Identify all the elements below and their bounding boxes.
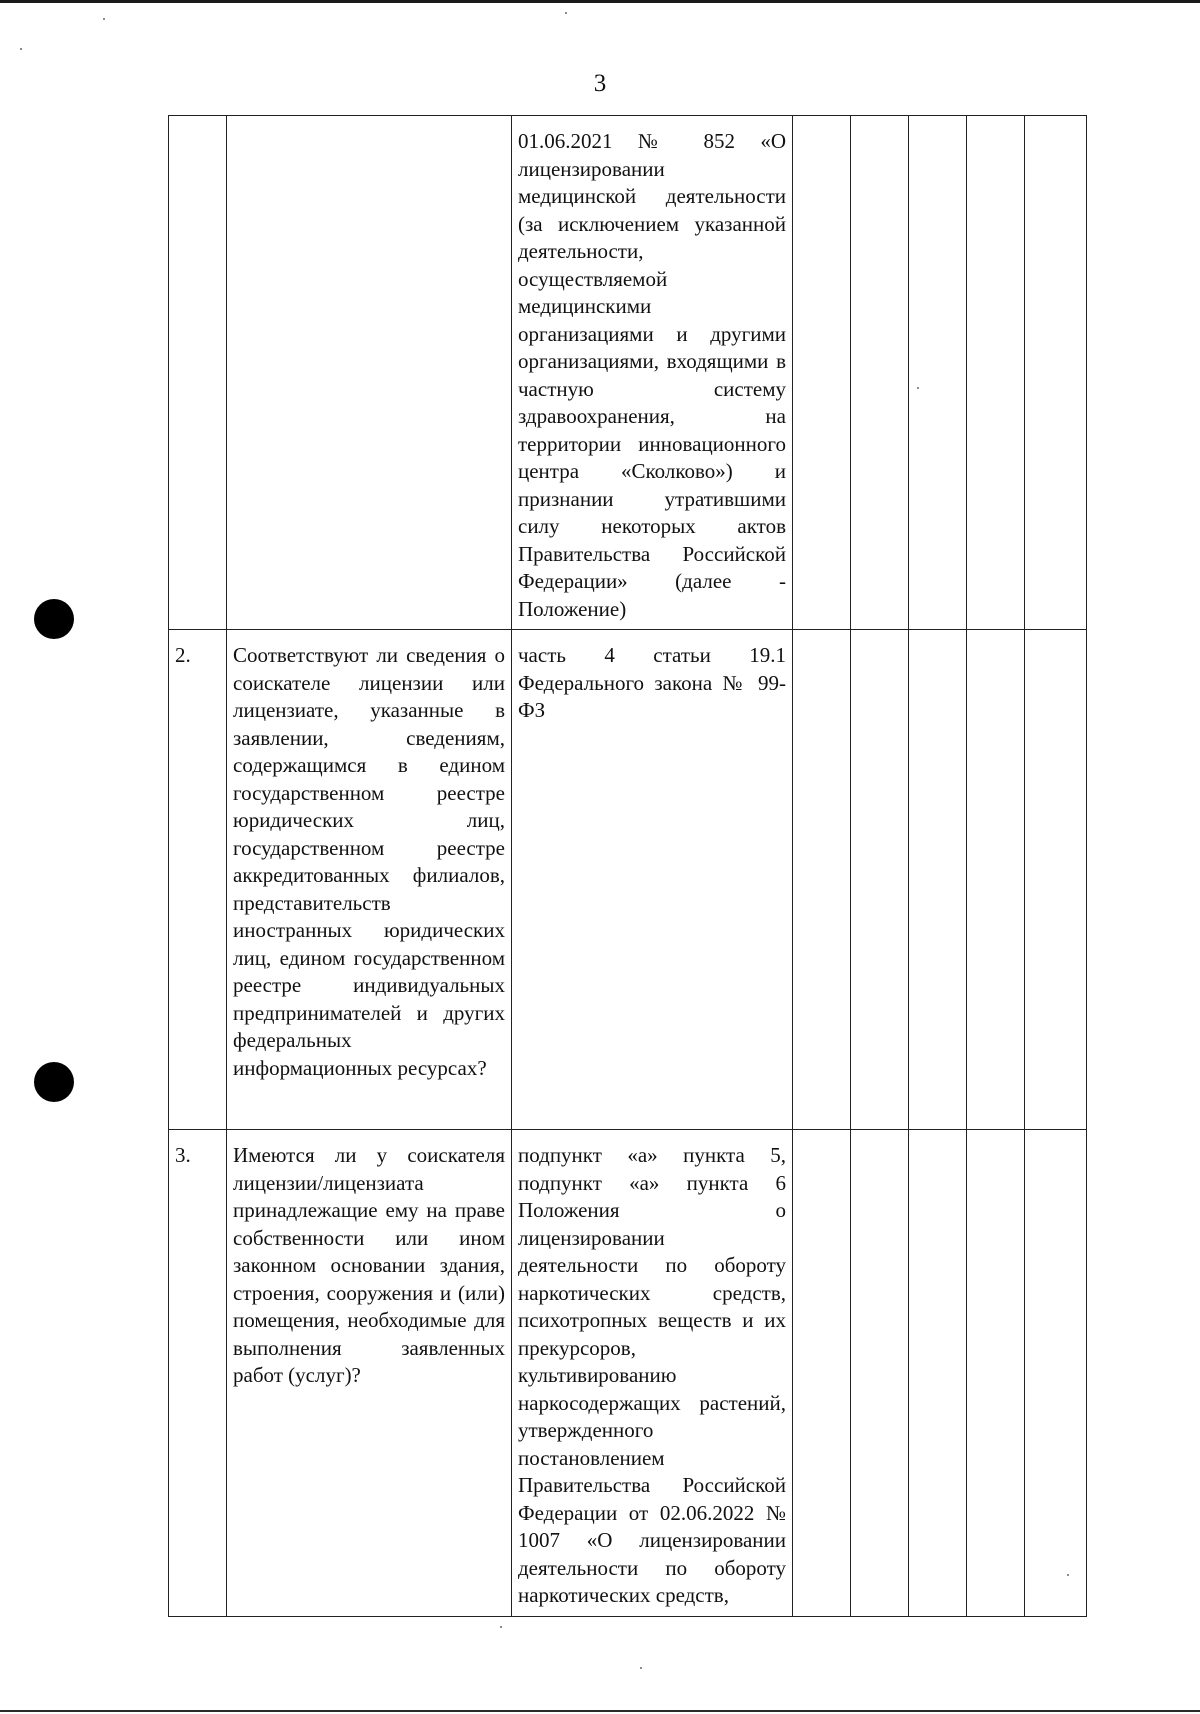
answer-cell [1025, 630, 1087, 1130]
scan-speck [500, 1626, 502, 1628]
question-cell [227, 116, 512, 630]
answer-cell [851, 630, 909, 1130]
question-cell: Имеются ли у соискателя лицензии/лицензиата принадлежащие ему на праве собственности или ином законном основании здания, строения, сооружения и (или) помещения, необходимые для выполнения заявленных работ (услуг)? [227, 1130, 512, 1617]
answer-cell [967, 1130, 1025, 1617]
question-cell: Соответствуют ли сведения о соискателе лицензии или лицензиате, указанные в заявлении, сведениям, содержащимся в едином государственном реестре юридических лиц, государственном реестре аккредитованных филиалов, представительств иностранных юридических лиц, едином государственном реестре индивидуальных предпринимателей и других федеральных информационных ресурсах? [227, 630, 512, 1130]
answer-cell [909, 116, 967, 630]
scan-speck [20, 48, 22, 50]
answer-cell [1025, 1130, 1087, 1617]
answer-cell [1025, 116, 1087, 630]
answer-cell [967, 630, 1025, 1130]
row-number: 3. [169, 1130, 227, 1617]
table-row [169, 1130, 1087, 1617]
answer-cell [793, 1130, 851, 1617]
answer-cell [967, 116, 1025, 630]
row-number [169, 116, 227, 630]
scan-edge-top [0, 0, 1200, 3]
punch-hole-lower [34, 1062, 74, 1102]
answer-cell [793, 630, 851, 1130]
row-number: 2. [169, 630, 227, 1130]
answer-cell [909, 1130, 967, 1617]
scan-speck [640, 1667, 642, 1669]
table-row [169, 116, 1087, 630]
checklist-table [168, 115, 1087, 1617]
answer-cell [909, 630, 967, 1130]
page-number: 3 [593, 70, 607, 97]
legal-reference-cell: 01.06.2021 № 852 «О лицензировании медицинской деятельности (за исключением указанной деятельности, осуществляемой медицинскими организациями и другими организациями, входящими в частную систему здравоохранения, на территории инновационного центра «Сколково») и признании утратившими силу некоторых актов Правительства Российской Федерации» (далее - Положение) [512, 116, 793, 630]
punch-hole-upper [34, 599, 74, 639]
table-row [169, 630, 1087, 1130]
answer-cell [851, 116, 909, 630]
scan-edge-bottom [0, 1710, 1200, 1712]
answer-cell [793, 116, 851, 630]
answer-cell [851, 1130, 909, 1617]
scan-speck [1067, 1574, 1069, 1576]
scan-speck [103, 18, 105, 20]
legal-reference-cell: подпункт «а» пункта 5, подпункт «а» пункта 6 Положения о лицензировании деятельности по обороту наркотических средств, психотропных веществ и их прекурсоров, культивированию наркосодержащих растений, утвержденного постановлением Правительства Российской Федерации от 02.06.2022 № 1007 «О лицензировании деятельности по обороту наркотических средств, [512, 1130, 793, 1617]
legal-reference-cell: часть 4 статьи 19.1 Федерального закона № 99-ФЗ [512, 630, 793, 1130]
scan-speck [565, 12, 567, 14]
scan-speck [917, 387, 919, 389]
